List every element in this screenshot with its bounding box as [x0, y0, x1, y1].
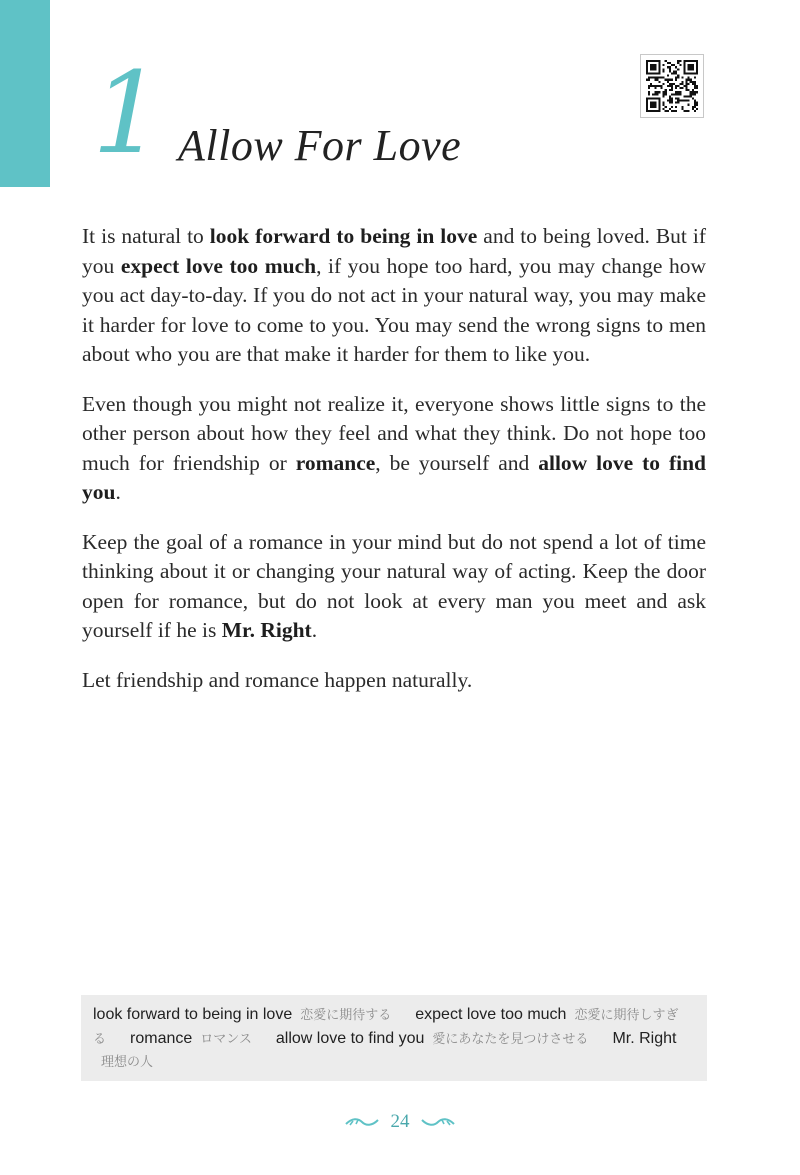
body-paragraph	[82, 666, 706, 696]
paragraph-text: and to being loved. But if you	[82, 224, 706, 278]
paragraph-text: .	[311, 618, 318, 642]
body-paragraph	[82, 390, 706, 508]
paragraph-text: Keep the goal of a romance in your mind but do not spend a lot of time thinking about it or changing your natural way of acting. Keep the door open for romance, but do not look at every man you meet and ask yourself if he is	[82, 529, 706, 642]
vocab-highlight: Mr. Right	[221, 618, 312, 642]
right-ornament-icon	[420, 1115, 456, 1129]
paragraph-text: , if you hope too hard, you may change how you act day-to-day. If you do not act in your natural way, you may make it harder for love to come to you. You may send the wrong signs to men about who you are that make it harder for them to like you.	[82, 253, 707, 366]
chapter-title: Allow For Love	[178, 121, 462, 170]
page-footer	[0, 1110, 800, 1133]
glossary-translation: 恋愛に期待する	[300, 1007, 392, 1022]
paragraph-text: , be yourself and	[375, 450, 539, 475]
chapter-side-tab	[0, 0, 50, 187]
vocabulary-box	[81, 995, 707, 1081]
paragraph-text: Let friendship and romance happen naturally.	[82, 667, 473, 692]
vocab-highlight: expect love too much	[120, 253, 317, 278]
vocab-highlight: romance	[295, 450, 376, 475]
vocab-highlight: allow love to find you	[82, 450, 707, 504]
glossary-translation: 愛にあなたを見つけさせる	[432, 1030, 589, 1046]
body-paragraph	[82, 528, 706, 646]
page-number: 24	[390, 1110, 410, 1132]
glossary-translation: 恋愛に期待しすぎる	[93, 1007, 679, 1046]
glossary-term: Mr. Right	[612, 1029, 677, 1047]
vocab-highlight: look forward to being in love	[209, 224, 478, 248]
chapter-number: 1	[92, 49, 164, 179]
body-text	[82, 222, 706, 715]
paragraph-text: .	[115, 480, 121, 504]
glossary-term: expect love too much	[415, 1006, 567, 1023]
qr-code[interactable]	[640, 54, 704, 118]
glossary-term: romance	[130, 1029, 193, 1047]
glossary-translation: ロマンス	[200, 1030, 252, 1046]
body-paragraph	[82, 222, 706, 370]
left-ornament-icon	[344, 1115, 380, 1129]
glossary-term: allow love to find you	[275, 1029, 425, 1047]
glossary-term: look forward to being in love	[93, 1006, 293, 1023]
paragraph-text: Even though you might not realize it, everyone shows little signs to the other person about how they feel and what they think. Do not hope too much for friendship or	[82, 391, 706, 475]
paragraph-text: It is natural to	[82, 224, 210, 248]
qr-code-icon	[646, 60, 698, 112]
glossary-translation: 理想の人	[101, 1054, 154, 1069]
